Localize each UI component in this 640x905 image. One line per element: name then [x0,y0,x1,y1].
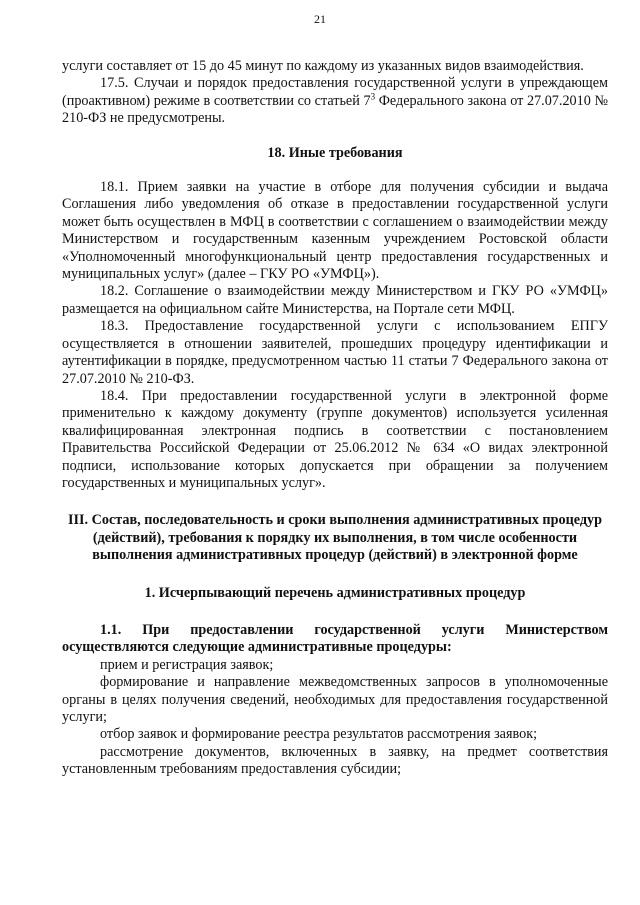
section-18-heading: 18. Иные требования [267,144,403,161]
list-item: формирование и направление межведомственных запросов в уполномоченные органы в целях получения сведений, необходимых для предоставления государственной услуги; [62,674,608,725]
list-item: прием и регистрация заявок; [100,656,274,673]
paragraph-17-5 [62,75,608,127]
paragraph-18-1: 18.1. Прием заявки на участие в отборе для получения субсидии и выдача Соглашения либо уведомления об отказе в предоставлении государственной услуги может быть осуществлен в МФЦ в соответствии с соглашением о взаимодействии между Министерством и государственным казенным учреждением Ростовской области «Уполномоченный многофункциональный центр предоставления государственных и муниципальных услуг» (далее – ГКУ РО «УМФЦ»). [62,179,608,283]
page-number: 21 [314,12,326,26]
paragraph-1-1: 1.1. При предоставлении государственной услуги Министерством осуществляются следующие административные процедуры: [62,621,608,656]
section-iii-heading: III. Состав, последовательность и сроки выполнения административных процедур (действий), требования к порядку их выполнения, в том числе особенности выполнения административных процедур (действий) в электронной форме [67,512,603,564]
paragraph-17-5-text: 17.5. Случаи и порядок предоставления государственной услуги в упреждающем (проактивном) режиме в соответствии со статьей 7 [62,75,608,109]
paragraph-18-2: 18.2. Соглашение о взаимодействии между Министерством и ГКУ РО «УМФЦ» размещается на официальном сайте Министерства, на Портале сети МФЦ. [62,283,608,317]
subsection-1-heading: 1. Исчерпывающий перечень административных процедур [144,584,526,601]
list-item: отбор заявок и формирование реестра результатов рассмотрения заявок; [100,726,538,743]
paragraph-continuation: услуги составляет от 15 до 45 минут по каждому из указанных видов взаимодействия. [62,58,584,74]
superscript-3: 3 [370,91,376,102]
paragraph-18-3: 18.3. Предоставление государственной услуги с использованием ЕПГУ осуществляется в отношении заявителей, прошедших процедуру идентификации и аутентификации в порядке, предусмотренном частью 11 статьи 7 Федерального закона от 27.07.2010 № 210-ФЗ. [62,318,608,387]
paragraph-18-4: 18.4. При предоставлении государственной услуги в электронной форме применительно к каждому документу (группе документов) используется усиленная квалифицированная электронная подпись в соответствии с постановлением Правительства Российской Федерации от 25.06.2012 № 634 «О видах электронной подписи, использование которых допускается при обращении за получением государственных и муниципальных услуг». [62,387,608,491]
page-content [62,58,608,779]
list-item: рассмотрение документов, включенных в заявку, на предмет соответствия установленным требованиям предоставления субсидии; [62,743,608,778]
paragraph-17-5-text-end: Федерального закона от 27.07.2010 № 210-ФЗ не предусмотрены. [62,92,608,127]
